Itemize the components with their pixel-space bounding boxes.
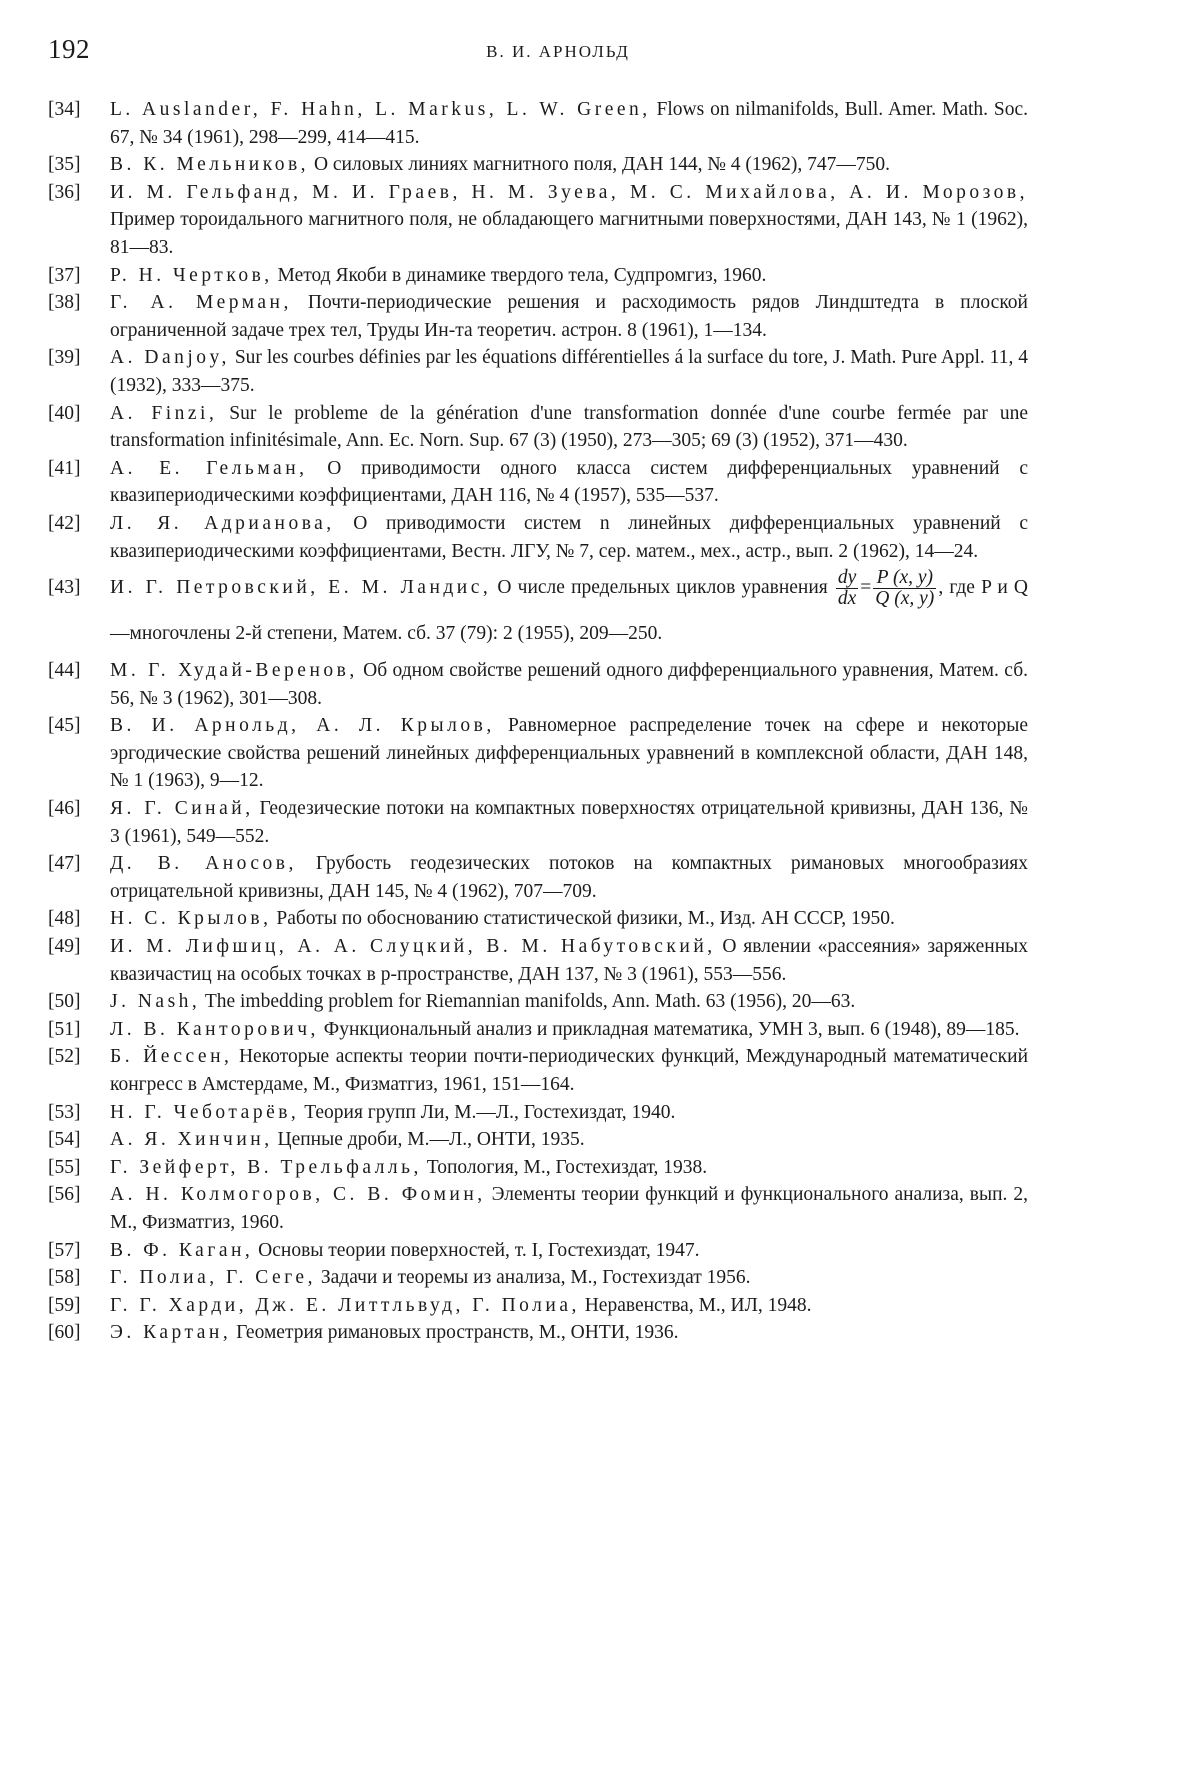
reference-text: Почти-периодические решения и расходимость рядов Линдштедта в плоской ограниченной задаче трех тел, Труды Ин-та теоретич. астрон. 8 (1961), 1—134. xyxy=(110,292,1028,341)
reference-number: [51] xyxy=(48,1018,81,1040)
reference-text: Об одном свойстве решений одного дифференциального уравнения, Матем. сб. 56, № 3 (1962), 301—308. xyxy=(110,660,1028,709)
reference-item xyxy=(48,565,1028,657)
reference-item xyxy=(48,712,1028,795)
reference-item xyxy=(48,455,1028,510)
reference-authors: A. Danjoy, xyxy=(110,347,230,369)
reference-authors: И. М. Гельфанд, М. И. Граев, Н. М. Зуева, М. С. Михайлова, А. И. Морозов, xyxy=(110,181,1028,203)
reference-number: [59] xyxy=(48,1294,81,1316)
reference-item xyxy=(48,657,1028,712)
reference-text: Неравенства, М., ИЛ, 1948. xyxy=(579,1294,812,1316)
reference-item xyxy=(48,1016,1028,1044)
reference-text: Работы по обоснованию статистической физики, М., Изд. АН СССР, 1950. xyxy=(271,908,895,930)
fraction-denominator: Q (x, y) xyxy=(875,588,935,610)
reference-authors: В. И. Арнольд, А. Л. Крылов, xyxy=(110,715,495,737)
reference-item xyxy=(48,1154,1028,1182)
reference-list xyxy=(48,96,1028,1347)
reference-item xyxy=(48,850,1028,905)
reference-authors: М. Г. Худай-Веренов, xyxy=(110,660,358,682)
reference-number: [34] xyxy=(48,99,81,120)
reference-number: [44] xyxy=(48,660,81,682)
reference-item xyxy=(48,795,1028,850)
reference-text: Теория групп Ли, М.—Л., Гостехиздат, 1940. xyxy=(299,1101,676,1123)
reference-text: Некоторые аспекты теории почти-периодических функций, Международный математический конгресс в Амстердаме, М., Физматгиз, 1961, 151—164. xyxy=(110,1046,1029,1095)
reference-item xyxy=(48,988,1028,1016)
reference-text: Цепные дроби, М.—Л., ОНТИ, 1935. xyxy=(272,1129,585,1151)
reference-authors: А. Я. Хинчин, xyxy=(110,1129,273,1151)
reference-authors: В. Ф. Каган, xyxy=(110,1239,254,1261)
reference-text: Sur le probleme de la génération d'une transformation donnée d'une courbe fermée par une transformation infinitésimale, Ann. Ec. Norn. Sup. 67 (3) (1950), 273—305; 69 (3) (1952), 371—430. xyxy=(110,402,1028,452)
reference-item xyxy=(48,344,1028,399)
reference-authors: А. Е. Гельман, xyxy=(110,457,308,479)
reference-text: Основы теории поверхностей, т. I, Гостехиздат, 1947. xyxy=(253,1239,700,1261)
fraction-numerator: dy xyxy=(837,567,857,589)
reference-number: [60] xyxy=(48,1322,81,1344)
reference-authors: Л. В. Канторович, xyxy=(110,1018,319,1040)
page-number: 192 xyxy=(48,34,90,64)
reference-authors: Э. Картан, xyxy=(110,1322,232,1344)
reference-text: The imbedding problem for Riemannian manifolds, Ann. Math. 63 (1956), 20—63. xyxy=(200,991,856,1013)
reference-item xyxy=(48,1264,1028,1292)
reference-number: [38] xyxy=(48,292,81,314)
reference-number: [56] xyxy=(48,1184,81,1206)
reference-number: [45] xyxy=(48,715,81,737)
reference-number: [35] xyxy=(48,154,81,176)
reference-item xyxy=(48,1237,1028,1265)
reference-text: Равномерное распределение точек на сфере и некоторые эргодические свойства решений линейных дифференциальных уравнений в комплексной области, ДАН 148, № 1 (1963), 9—12. xyxy=(110,715,1028,792)
reference-authors: В. К. Мельников, xyxy=(110,154,310,176)
reference-authors: J. Nash, xyxy=(110,991,201,1013)
reference-authors: Н. С. Крылов, xyxy=(110,908,272,930)
formula-rhs-fraction xyxy=(873,568,936,609)
reference-number: [43] xyxy=(48,577,81,599)
reference-item xyxy=(48,289,1028,344)
reference-text: Задачи и теоремы из анализа, М., Гостехиздат 1956. xyxy=(315,1267,751,1289)
reference-authors: Н. Г. Чеботарёв, xyxy=(110,1101,300,1123)
reference-text: Геодезические потоки на компактных поверхностях отрицательной кривизны, ДАН 136, № 3 (1961), 549—552. xyxy=(110,798,1028,847)
reference-number: [49] xyxy=(48,936,81,958)
reference-item xyxy=(48,1126,1028,1154)
reference-authors: Г. Полиа, Г. Сеге, xyxy=(110,1267,316,1289)
reference-item xyxy=(48,1099,1028,1127)
reference-authors: A. Finzi, xyxy=(110,402,218,424)
reference-authors: А. Н. Колмогоров, С. В. Фомин, xyxy=(110,1184,486,1206)
reference-item xyxy=(48,1292,1028,1320)
reference-number: [47] xyxy=(48,853,81,875)
reference-authors: L. Auslander, F. Hahn, L. Markus, L. W. Green, xyxy=(110,99,651,120)
reference-authors: Г. Г. Харди, Дж. Е. Литтльвуд, Г. Полиа, xyxy=(110,1294,580,1316)
reference-item xyxy=(48,96,1028,151)
reference-text: Топология, М., Гостехиздат, 1938. xyxy=(421,1156,708,1178)
reference-text: О числе предельных циклов уравнения xyxy=(491,577,828,599)
page-header xyxy=(48,34,1048,70)
reference-number: [58] xyxy=(48,1267,81,1289)
fraction-numerator: P (x, y) xyxy=(873,568,936,589)
reference-authors: И. Г. Петровский, Е. М. Ландис, xyxy=(110,577,492,599)
reference-authors: Г. А. Мерман, xyxy=(110,292,292,314)
reference-authors: И. М. Лифшиц, А. А. Слуцкий, В. М. Набутовский, xyxy=(110,936,716,958)
reference-number: [52] xyxy=(48,1046,81,1068)
reference-number: [42] xyxy=(48,512,81,534)
reference-number: [53] xyxy=(48,1101,81,1123)
reference-number: [39] xyxy=(48,347,81,369)
reference-text: Функциональный анализ и прикладная математика, УМН 3, вып. 6 (1948), 89—185. xyxy=(318,1018,1020,1040)
reference-authors: Б. Йессен, xyxy=(110,1046,233,1068)
equals-sign: = xyxy=(860,577,872,599)
reference-item xyxy=(48,1043,1028,1098)
reference-authors: Я. Г. Синай, xyxy=(110,798,254,820)
reference-text-continued: , где P и Q—многочлены 2-й степени, Матем. сб. 37 (79): 2 (1955), 209—250. xyxy=(110,577,1028,645)
reference-text: О приводимости систем n линейных дифференциальных уравнений с квазипериодическими коэффициентами, Вестн. ЛГУ, № 7, сер. матем., мех., астр., вып. 2 (1962), 14—24. xyxy=(110,512,1028,562)
reference-item xyxy=(48,1181,1028,1236)
reference-text: О явлении «рассеяния» заряженных квазичастиц на особых точках в p-пространстве, ДАН 137, № 3 (1961), 553—556. xyxy=(110,936,1028,985)
reference-item xyxy=(48,151,1028,179)
reference-number: [50] xyxy=(48,991,81,1013)
reference-number: [37] xyxy=(48,264,81,286)
reference-number: [57] xyxy=(48,1239,81,1261)
reference-authors: Д. В. Аносов, xyxy=(110,853,297,875)
reference-text: Геометрия римановых пространств, М., ОНТИ, 1936. xyxy=(231,1322,679,1344)
reference-text: Грубость геодезических потоков на компактных римановых многообразиях отрицательной кривизны, ДАН 145, № 4 (1962), 707—709. xyxy=(110,853,1028,902)
running-title: В. И. АРНОЛЬД xyxy=(486,42,630,61)
reference-text: Sur les courbes définies par les équations différentielles á la surface du tore, J. Math. Pure Appl. 11, 4 (1932), 333—375. xyxy=(110,347,1028,396)
reference-number: [55] xyxy=(48,1156,81,1178)
reference-item xyxy=(48,1319,1028,1347)
reference-number: [54] xyxy=(48,1129,81,1151)
fraction-denominator: dx xyxy=(837,588,857,610)
reference-number: [46] xyxy=(48,798,81,820)
reference-number: [48] xyxy=(48,908,81,930)
reference-item xyxy=(48,510,1028,565)
reference-authors: Р. Н. Чертков, xyxy=(110,264,273,286)
reference-text: Flows on nilmanifolds, Bull. Amer. Math. Soc. 67, № 34 (1961), 298—299, 414—415. xyxy=(110,99,1029,148)
reference-number: [41] xyxy=(48,457,81,479)
reference-authors: Л. Я. Адрианова, xyxy=(110,512,335,534)
reference-item xyxy=(48,933,1028,988)
reference-text: Элементы теории функций и функционального анализа, вып. 2, М., Физматгиз, 1960. xyxy=(110,1184,1028,1233)
reference-item xyxy=(48,905,1028,933)
reference-number: [36] xyxy=(48,181,81,203)
reference-text: О силовых линиях магнитного поля, ДАН 144, № 4 (1962), 747—750. xyxy=(309,154,891,176)
reference-text: Пример тороидального магнитного поля, не обладающего магнитными поверхностями, ДАН 143, № 1 (1962), 81—83. xyxy=(110,209,1028,258)
reference-authors: Г. Зейферт, В. Трельфалль, xyxy=(110,1156,422,1178)
reference-text: О приводимости одного класса систем дифференциальных уравнений с квазипериодическими коэффициентами, ДАН 116, № 4 (1957), 535—537. xyxy=(110,457,1028,507)
formula-lhs-fraction xyxy=(836,568,858,609)
reference-item xyxy=(48,400,1028,455)
reference-text: Метод Якоби в динамике твердого тела, Судпромгиз, 1960. xyxy=(272,264,767,286)
reference-number: [40] xyxy=(48,402,81,424)
reference-item xyxy=(48,179,1028,262)
reference-item xyxy=(48,262,1028,290)
